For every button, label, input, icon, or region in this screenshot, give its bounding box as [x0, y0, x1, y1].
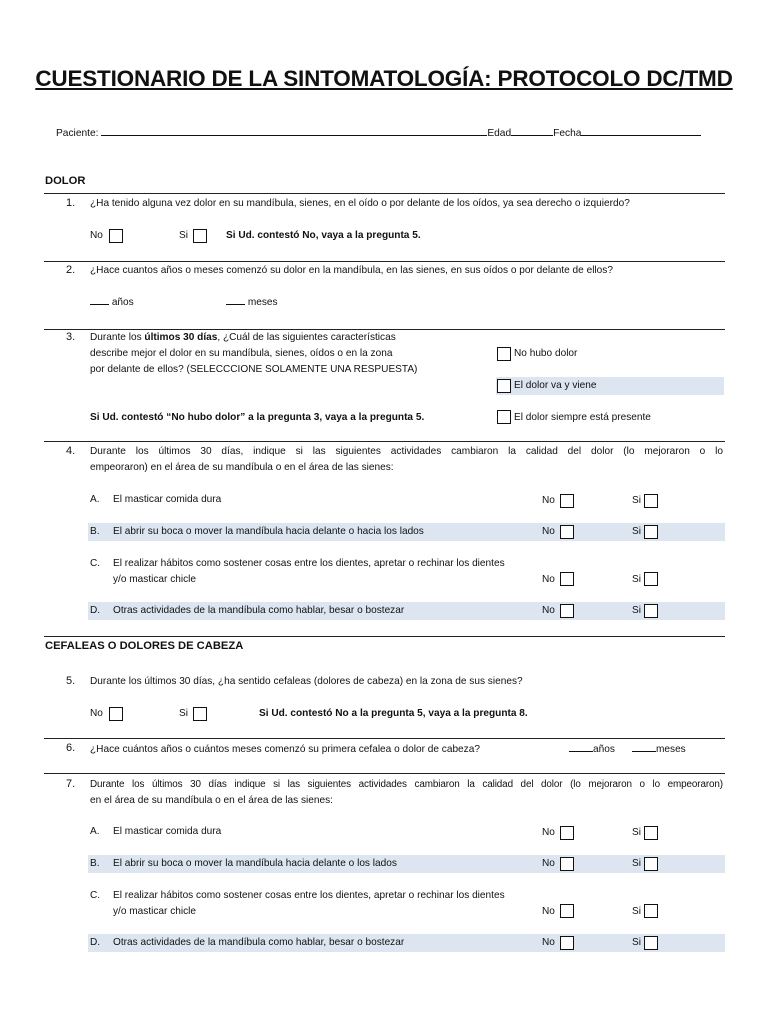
q7d-text: Otras actividades de la mandíbula como hablar, besar o bostezar — [113, 937, 405, 948]
q3-text — [90, 330, 490, 346]
q5-no-label: No — [90, 708, 103, 719]
q5-si-label: Si — [179, 708, 188, 719]
q3-text-line3: por delante de ellos? (SELECCCIONE SOLAMENTE UNA RESPUESTA) — [90, 364, 418, 375]
q7c-text2: y/o masticar chicle — [113, 906, 197, 917]
q7c-no-label: No — [542, 906, 555, 917]
q7a-si-label: Si — [632, 827, 641, 838]
q2-text: ¿Hace cuantos años o meses comenzó su dolor en la mandíbula, en las sienes, en sus oídos o por delante de ellos? — [90, 265, 613, 276]
q3-text-bold: últimos 30 días — [144, 332, 218, 343]
q4a-no-checkbox[interactable] — [560, 494, 574, 508]
q4-text-line1: Durante los últimos 30 días, indique si las siguientes actividades cambiaron la calidad del dolor (lo mejoraron o lo — [90, 446, 723, 457]
q3-text-pre: Durante los — [90, 332, 145, 343]
q6-number: 6. — [66, 742, 76, 754]
page-title: CUESTIONARIO DE LA SINTOMATOLOGÍA: PROTOCOLO DC/TMD — [35, 66, 733, 91]
patient-line — [56, 128, 726, 139]
q4b-no-checkbox[interactable] — [560, 525, 574, 539]
q4d-si-label: Si — [632, 605, 641, 616]
patient-field[interactable] — [101, 135, 487, 136]
q1-no-label: No — [90, 230, 103, 241]
q7c-letter: C. — [90, 890, 101, 901]
divider — [44, 261, 725, 262]
q4a-text: El masticar comida dura — [113, 494, 222, 505]
q4d-no-checkbox[interactable] — [560, 604, 574, 618]
q7a-text: El masticar comida dura — [113, 826, 222, 837]
q3-text-line2: describe mejor el dolor en su mandíbula, sienes, oídos o en la zona — [90, 348, 393, 359]
q7c-si-checkbox[interactable] — [644, 904, 658, 918]
q3-choice-always-checkbox[interactable] — [497, 410, 511, 424]
q7a-letter: A. — [90, 826, 100, 837]
q3-choice-no-pain: No hubo dolor — [514, 348, 578, 359]
date-field[interactable] — [581, 135, 701, 136]
q7b-si-checkbox[interactable] — [644, 857, 658, 871]
divider — [44, 636, 725, 637]
q7c-text: El realizar hábitos como sostener cosas entre los dientes, apretar o rechinar los dientes — [113, 890, 505, 901]
q1-skip-note: Si Ud. contestó No, vaya a la pregunta 5. — [226, 230, 421, 241]
q2-months — [226, 295, 278, 311]
q2-years — [90, 295, 134, 311]
q7-text-line2: en el área de su mandíbula o en el área de las sienes: — [90, 795, 333, 806]
q4c-si-label: Si — [632, 574, 641, 585]
q2-years-label: años — [111, 297, 134, 308]
q6-months-label: meses — [656, 744, 686, 755]
q7b-no-checkbox[interactable] — [560, 857, 574, 871]
q7d-no-label: No — [542, 937, 555, 948]
q4a-si-label: Si — [632, 495, 641, 506]
q1-si-checkbox[interactable] — [193, 229, 207, 243]
q4b-no-label: No — [542, 526, 555, 537]
q3-number: 3. — [66, 331, 76, 343]
q4c-letter: C. — [90, 558, 101, 569]
q6-months-field[interactable] — [632, 751, 656, 752]
q5-text: Durante los últimos 30 días, ¿ha sentido cefaleas (dolores de cabeza) en la zona de sus sienes? — [90, 676, 523, 687]
q2-months-field[interactable] — [226, 304, 245, 305]
age-field[interactable] — [511, 135, 553, 136]
q1-text: ¿Ha tenido alguna vez dolor en su mandíbula, sienes, en el oído o por delante de los oídos, ya sea derecho o izquierdo? — [90, 198, 630, 209]
q6-text: ¿Hace cuántos años o cuántos meses comenzó su primera cefalea o dolor de cabeza? — [90, 744, 480, 755]
q1-no-checkbox[interactable] — [109, 229, 123, 243]
q5-si-checkbox[interactable] — [193, 707, 207, 721]
q4a-letter: A. — [90, 494, 100, 505]
q4d-si-checkbox[interactable] — [644, 604, 658, 618]
q4c-no-checkbox[interactable] — [560, 572, 574, 586]
q3-choice-always: El dolor siempre está presente — [514, 412, 651, 423]
q4-text-line2: empeoraron) en el área de su mandíbula o en el área de las sienes: — [90, 462, 394, 473]
q5-skip-note: Si Ud. contestó No a la pregunta 5, vaya a la pregunta 8. — [259, 708, 528, 719]
q4c-no-label: No — [542, 574, 555, 585]
q7a-no-label: No — [542, 827, 555, 838]
q7c-no-checkbox[interactable] — [560, 904, 574, 918]
section-dolor: DOLOR — [45, 175, 86, 187]
divider — [44, 738, 725, 739]
date-label: Fecha — [553, 128, 582, 139]
q6-years-field[interactable] — [569, 751, 593, 752]
q4c-si-checkbox[interactable] — [644, 572, 658, 586]
q6-years-label: años — [593, 744, 615, 755]
q4d-no-label: No — [542, 605, 555, 616]
q1-number: 1. — [66, 197, 76, 209]
q3-skip-note: Si Ud. contestó “No hubo dolor” a la pregunta 3, vaya a la pregunta 5. — [90, 412, 425, 423]
q5-number: 5. — [66, 675, 76, 687]
q2-number: 2. — [66, 264, 76, 276]
q4b-si-checkbox[interactable] — [644, 525, 658, 539]
q7d-si-checkbox[interactable] — [644, 936, 658, 950]
q6-months — [632, 742, 686, 758]
q4c-text2: y/o masticar chicle — [113, 574, 197, 585]
q7b-letter: B. — [90, 858, 100, 869]
q4a-no-label: No — [542, 495, 555, 506]
q4b-si-label: Si — [632, 526, 641, 537]
q7a-si-checkbox[interactable] — [644, 826, 658, 840]
q7d-si-label: Si — [632, 937, 641, 948]
q2-years-field[interactable] — [90, 304, 109, 305]
q7d-letter: D. — [90, 937, 101, 948]
q2-months-label: meses — [247, 297, 278, 308]
q5-no-checkbox[interactable] — [109, 707, 123, 721]
divider — [44, 773, 725, 774]
q7c-si-label: Si — [632, 906, 641, 917]
q4c-text: El realizar hábitos como sostener cosas entre los dientes, apretar o rechinar los dientes — [113, 558, 505, 569]
q3-text-post: , ¿Cuál de las siguientes características — [217, 332, 396, 343]
age-label: Edad — [487, 128, 512, 139]
q7a-no-checkbox[interactable] — [560, 826, 574, 840]
section-cefaleas: CEFALEAS O DOLORES DE CABEZA — [45, 640, 244, 652]
q6-years — [569, 742, 615, 758]
q7-number: 7. — [66, 778, 76, 790]
q4-number: 4. — [66, 445, 76, 457]
divider — [44, 193, 725, 194]
q4b-text: El abrir su boca o mover la mandíbula hacia delante o hacia los lados — [113, 526, 424, 537]
patient-label: Paciente: — [56, 128, 99, 139]
q1-si-label: Si — [179, 230, 188, 241]
q7-text-line1: Durante los últimos 30 días indique si las siguientes actividades cambiaron la calidad del dolor (lo mejoraron o lo empeoraron) — [90, 779, 723, 790]
q3-choice-comes-goes-checkbox[interactable] — [497, 379, 511, 393]
q4a-si-checkbox[interactable] — [644, 494, 658, 508]
q3-choice-comes-goes: El dolor va y viene — [514, 380, 597, 391]
q4b-letter: B. — [90, 526, 100, 537]
q4d-text: Otras actividades de la mandíbula como hablar, besar o bostezar — [113, 605, 405, 616]
q7d-no-checkbox[interactable] — [560, 936, 574, 950]
q7b-text: El abrir su boca o mover la mandíbula hacia delante o los lados — [113, 858, 397, 869]
q7b-no-label: No — [542, 858, 555, 869]
q3-choice-no-pain-checkbox[interactable] — [497, 347, 511, 361]
divider — [44, 441, 725, 442]
q4d-letter: D. — [90, 605, 101, 616]
q7b-si-label: Si — [632, 858, 641, 869]
